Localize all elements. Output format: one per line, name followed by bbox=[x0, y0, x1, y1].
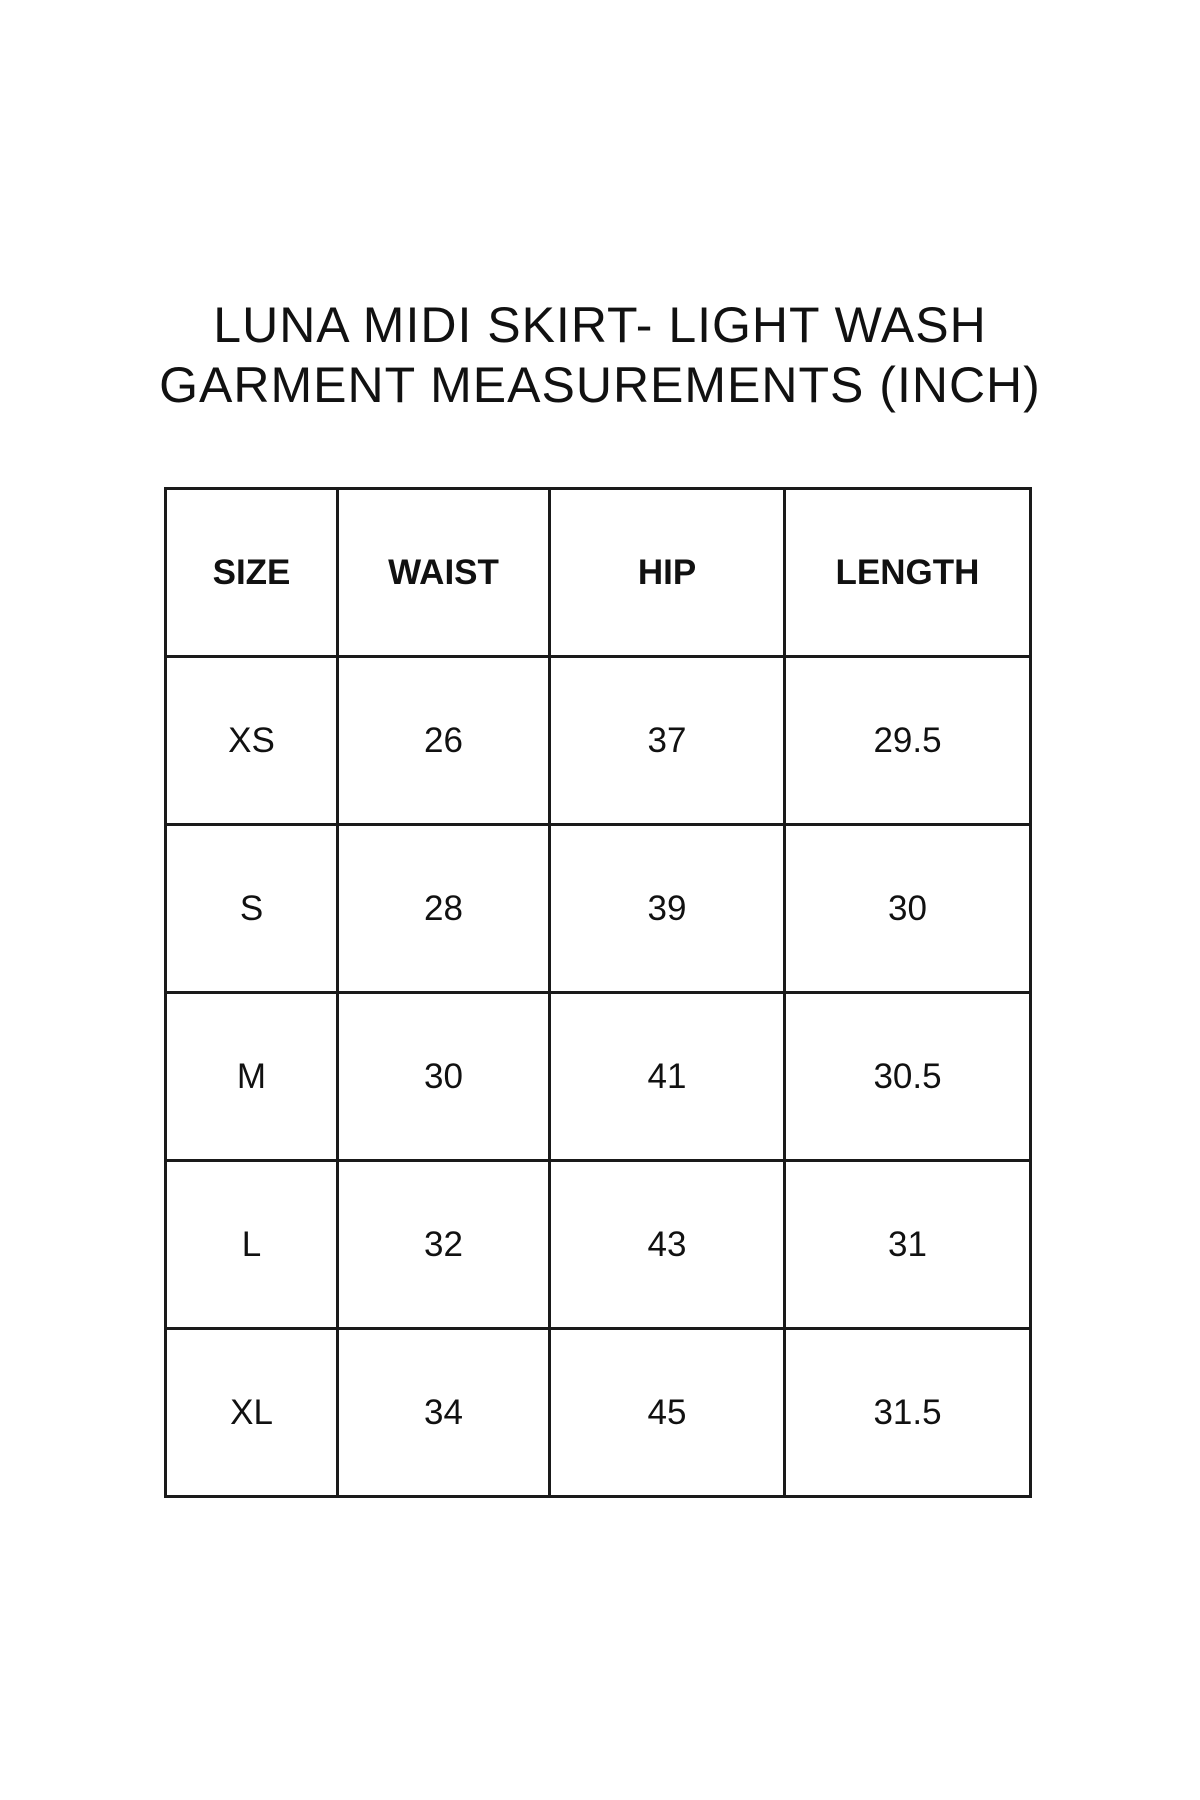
cell-hip: 43 bbox=[550, 1161, 785, 1329]
table-row bbox=[166, 1161, 1031, 1329]
cell-length: 30.5 bbox=[785, 993, 1031, 1161]
table-row bbox=[166, 993, 1031, 1161]
cell-waist: 34 bbox=[338, 1329, 550, 1497]
cell-waist: 30 bbox=[338, 993, 550, 1161]
table-row bbox=[166, 825, 1031, 993]
cell-size: L bbox=[166, 1161, 338, 1329]
header-length: LENGTH bbox=[785, 489, 1031, 657]
table-row bbox=[166, 1329, 1031, 1497]
cell-hip: 45 bbox=[550, 1329, 785, 1497]
cell-size: XL bbox=[166, 1329, 338, 1497]
cell-size: M bbox=[166, 993, 338, 1161]
cell-hip: 41 bbox=[550, 993, 785, 1161]
table-row bbox=[166, 657, 1031, 825]
cell-waist: 26 bbox=[338, 657, 550, 825]
header-hip: HIP bbox=[550, 489, 785, 657]
title-line-2: GARMENT MEASUREMENTS (INCH) bbox=[159, 357, 1041, 413]
header-size: SIZE bbox=[166, 489, 338, 657]
cell-waist: 28 bbox=[338, 825, 550, 993]
cell-waist: 32 bbox=[338, 1161, 550, 1329]
title-line-1: LUNA MIDI SKIRT- LIGHT WASH bbox=[213, 297, 987, 353]
cell-length: 31.5 bbox=[785, 1329, 1031, 1497]
cell-hip: 39 bbox=[550, 825, 785, 993]
cell-length: 29.5 bbox=[785, 657, 1031, 825]
cell-size: S bbox=[166, 825, 338, 993]
measurements-table bbox=[164, 487, 1032, 1498]
page-title bbox=[0, 295, 1200, 415]
table-header-row bbox=[166, 489, 1031, 657]
header-waist: WAIST bbox=[338, 489, 550, 657]
cell-length: 31 bbox=[785, 1161, 1031, 1329]
cell-hip: 37 bbox=[550, 657, 785, 825]
cell-length: 30 bbox=[785, 825, 1031, 993]
cell-size: XS bbox=[166, 657, 338, 825]
